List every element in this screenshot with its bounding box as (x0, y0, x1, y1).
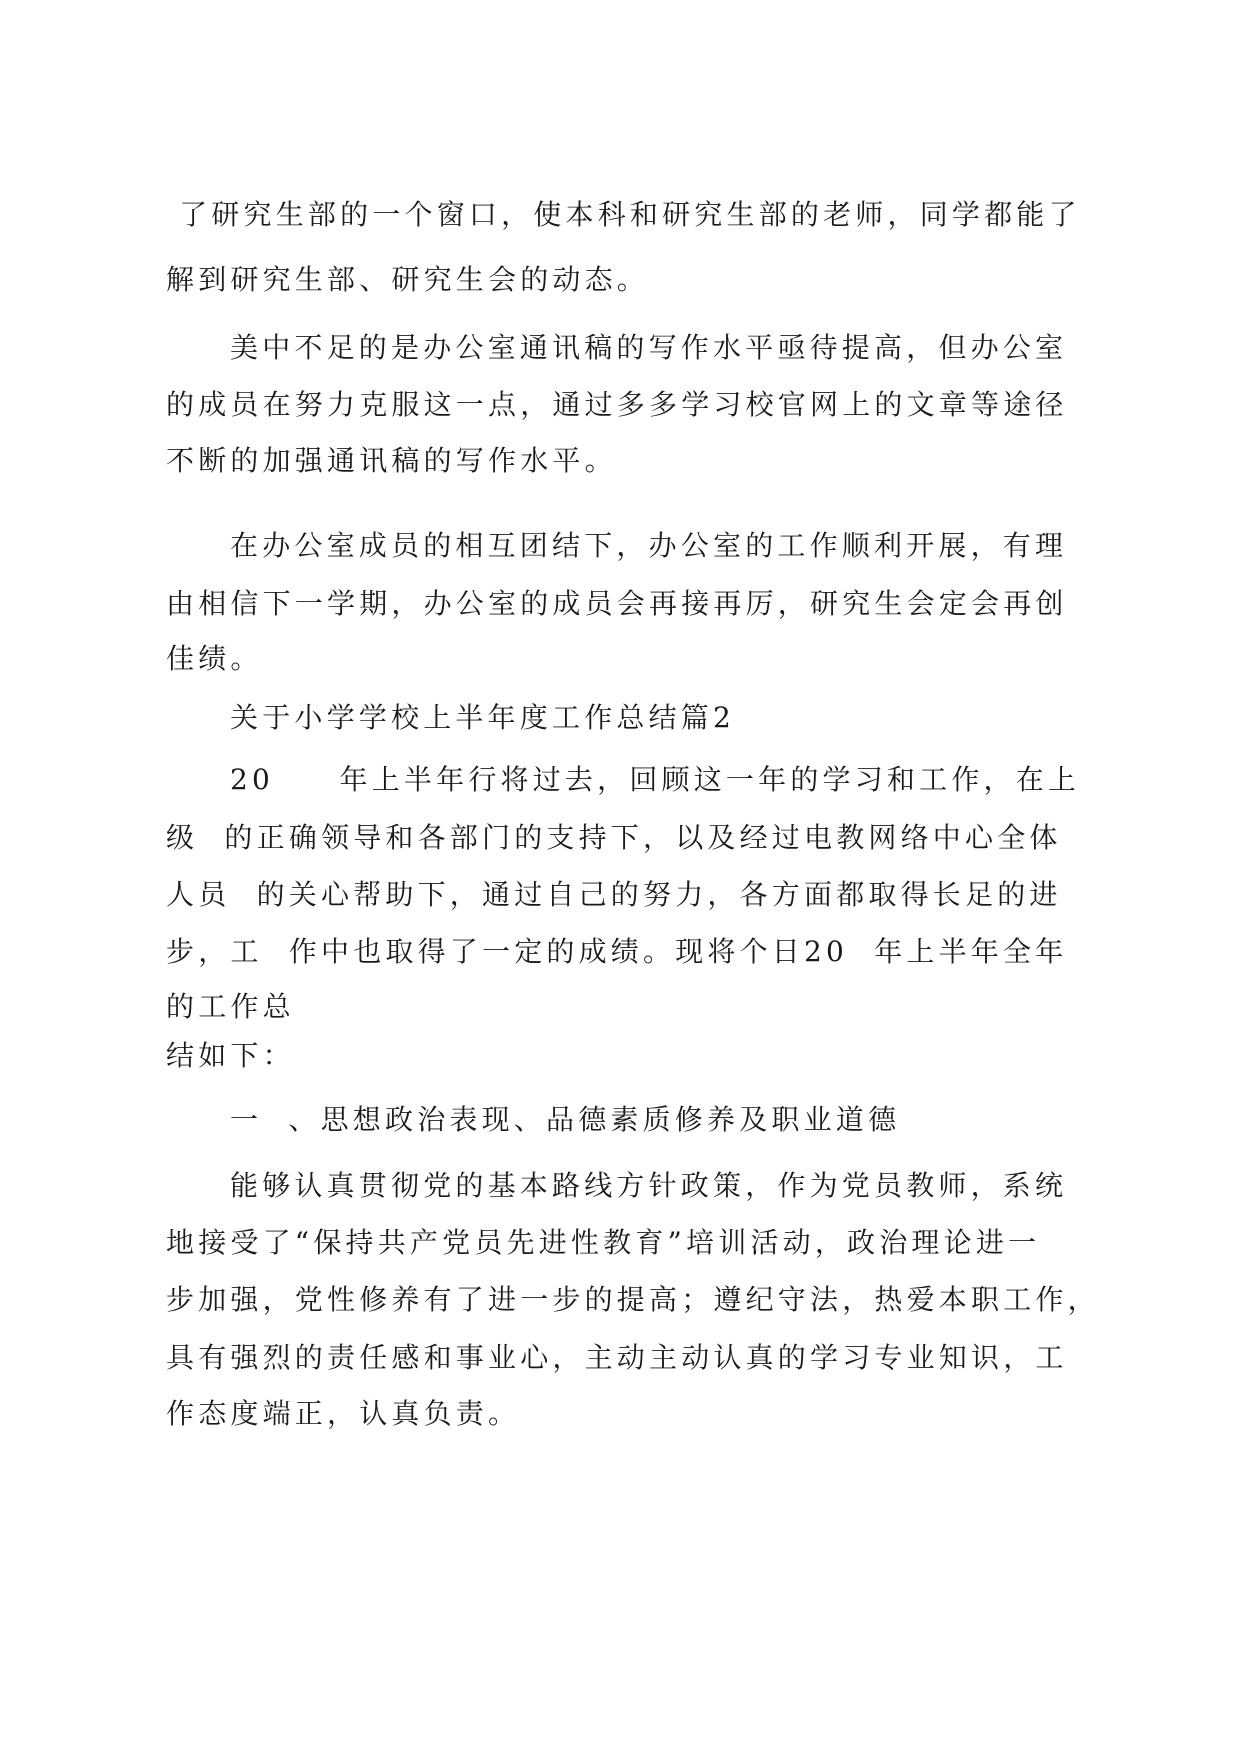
section-title: 关于小学学校上半年度工作总结篇2 (230, 701, 736, 734)
paragraph-line: 人员 的关心帮助下，通过自己的努力，各方面都取得长足的进 (166, 878, 1062, 911)
paragraph-line: 作态度端正，认真负责。 (166, 1397, 521, 1430)
section-heading: 一 、思想政治表现、品德素质修养及职业道德 (230, 1103, 901, 1136)
paragraph-line: 步，工 作中也取得了一定的成绩。现将个日20 年上半年全年 (166, 935, 1068, 968)
paragraph-line: 美中不足的是办公室通讯稿的写作水平亟待提高，但办公室 (230, 331, 1068, 364)
paragraph-line: 佳绩。 (166, 642, 263, 675)
paragraph-line: 地接受了“保持共产党员先进性教育”培训活动，政治理论进一 (166, 1226, 1041, 1259)
paragraph-line: 结如下： (166, 1039, 295, 1072)
paragraph-line: 由相信下一学期，办公室的成员会再接再厉，研究生会定会再创 (166, 587, 1068, 620)
paragraph-line: 不断的加强通讯稿的写作水平。 (166, 444, 617, 477)
paragraph-line: 步加强，党性修养有了进一步的提高；遵纪守法，热爱本职工作， (166, 1283, 1100, 1316)
paragraph-line: 20 年上半年行将过去，回顾这一年的学习和工作，在上 (230, 763, 1081, 796)
paragraph-line: 级 的正确领导和各部门的支持下，以及经过电教网络中心全体 (166, 821, 1062, 854)
paragraph-line: 了研究生部的一个窗口，使本科和研究生部的老师，同学都能了 (166, 198, 1081, 231)
paragraph-line: 在办公室成员的相互团结下，办公室的工作顺利开展，有理 (230, 529, 1068, 562)
paragraph-line: 能够认真贯彻党的基本路线方针政策，作为党员教师，系统 (230, 1169, 1068, 1202)
paragraph-line: 的成员在努力克服这一点，通过多多学习校官网上的文章等途径 (166, 388, 1068, 421)
paragraph-line: 具有强烈的责任感和事业心，主动主动认真的学习专业知识，工 (166, 1341, 1068, 1374)
paragraph-line: 的工作总 (166, 990, 295, 1023)
paragraph-line: 解到研究生部、研究生会的动态。 (166, 263, 650, 296)
